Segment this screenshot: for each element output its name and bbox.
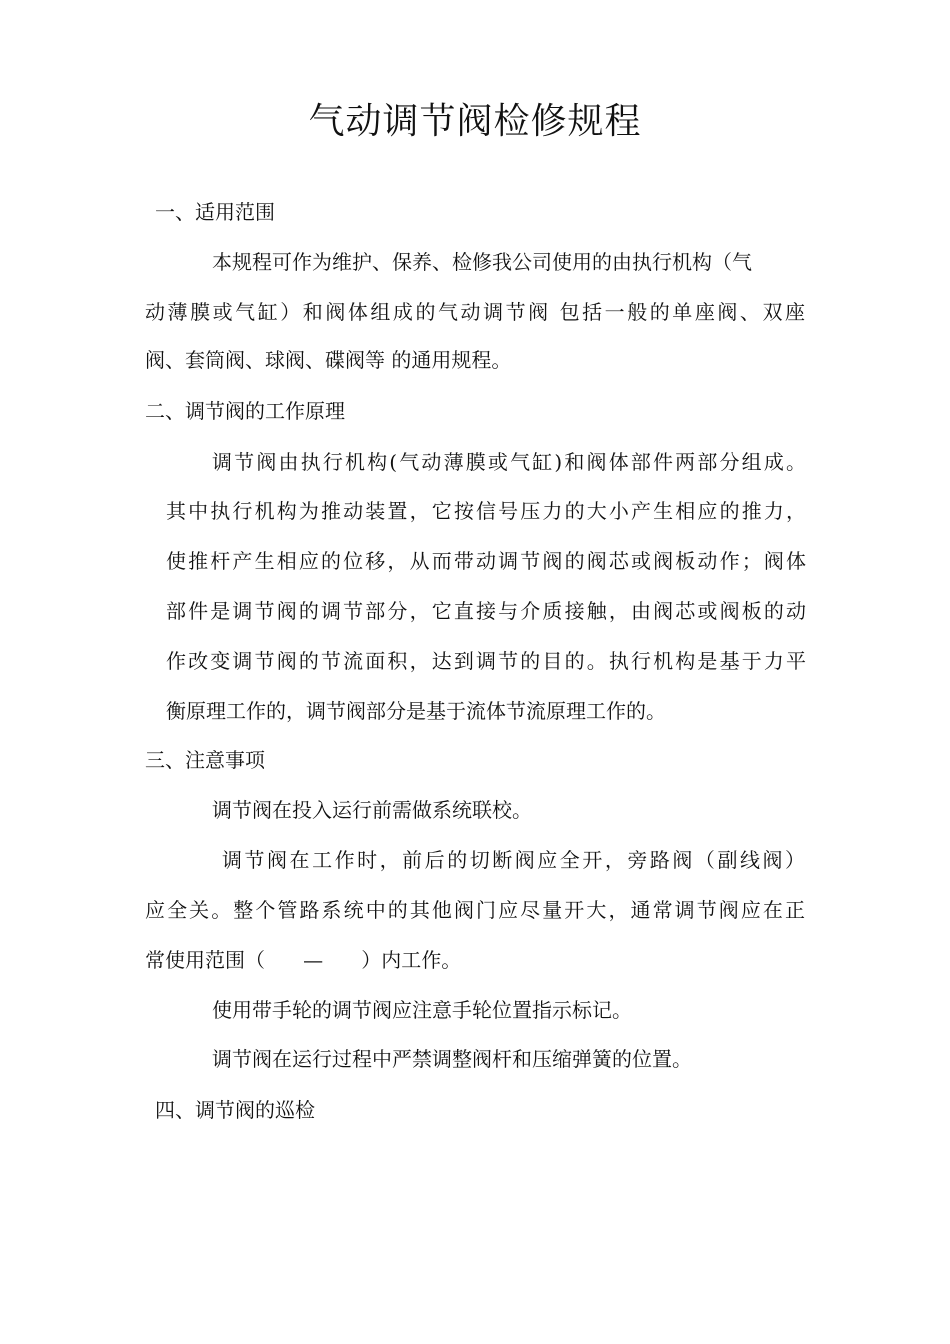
section-3-line-6: 调节阀在运行过程中严禁调整阀杆和压缩弹簧的位置。 [212, 1047, 692, 1071]
document-title: 气动调节阀检修规程 [308, 101, 642, 142]
section-1-line-3: 阀、套筒阀、球阀、碟阀等 的通用规程。 [145, 348, 512, 372]
section-2-line-3: 使推杆产生相应的位移，从而带动调节阀的阀芯或阀板动作；阀体 [166, 549, 806, 573]
section-1-line-2: 动薄膜或气缸）和阀体组成的气动调节阀 包括一般的单座阀、双座 [145, 300, 805, 324]
section-3-line-5: 使用带手轮的调节阀应注意手轮位置指示标记。 [212, 998, 632, 1022]
section-3-heading: 三、注意事项 [145, 748, 265, 772]
section-3-line-4: 常使用范围（ — ）内工作。 [145, 948, 462, 972]
section-2-line-2: 其中执行机构为推动装置，它按信号压力的大小产生相应的推力， [166, 499, 806, 523]
section-1-line-1: 本规程可作为维护、保养、检修我公司使用的由执行机构（气 [212, 250, 752, 274]
section-2-line-6: 衡原理工作的，调节阀部分是基于流体节流原理工作的。 [166, 699, 666, 723]
section-2-line-4: 部件是调节阀的调节部分，它直接与介质接触，由阀芯或阀板的动 [166, 599, 806, 623]
section-2-line-1: 调节阀由执行机构(气动薄膜或气缸)和阀体部件两部分组成。 [212, 450, 806, 474]
section-4-heading: 四、调节阀的巡检 [155, 1098, 315, 1122]
section-3-line-1: 调节阀在投入运行前需做系统联校。 [212, 798, 532, 822]
section-2-heading: 二、调节阀的工作原理 [145, 399, 345, 423]
section-3-line-2: 调节阀在工作时，前后的切断阀应全开，旁路阀（副线阀） [222, 848, 805, 872]
section-3-line-3: 应全关。整个管路系统中的其他阀门应尽量开大，通常调节阀应在正 [145, 898, 805, 922]
section-2-line-5: 作改变调节阀的节流面积，达到调节的目的。执行机构是基于力平 [166, 649, 806, 673]
section-1-heading: 一、适用范围 [155, 200, 275, 224]
